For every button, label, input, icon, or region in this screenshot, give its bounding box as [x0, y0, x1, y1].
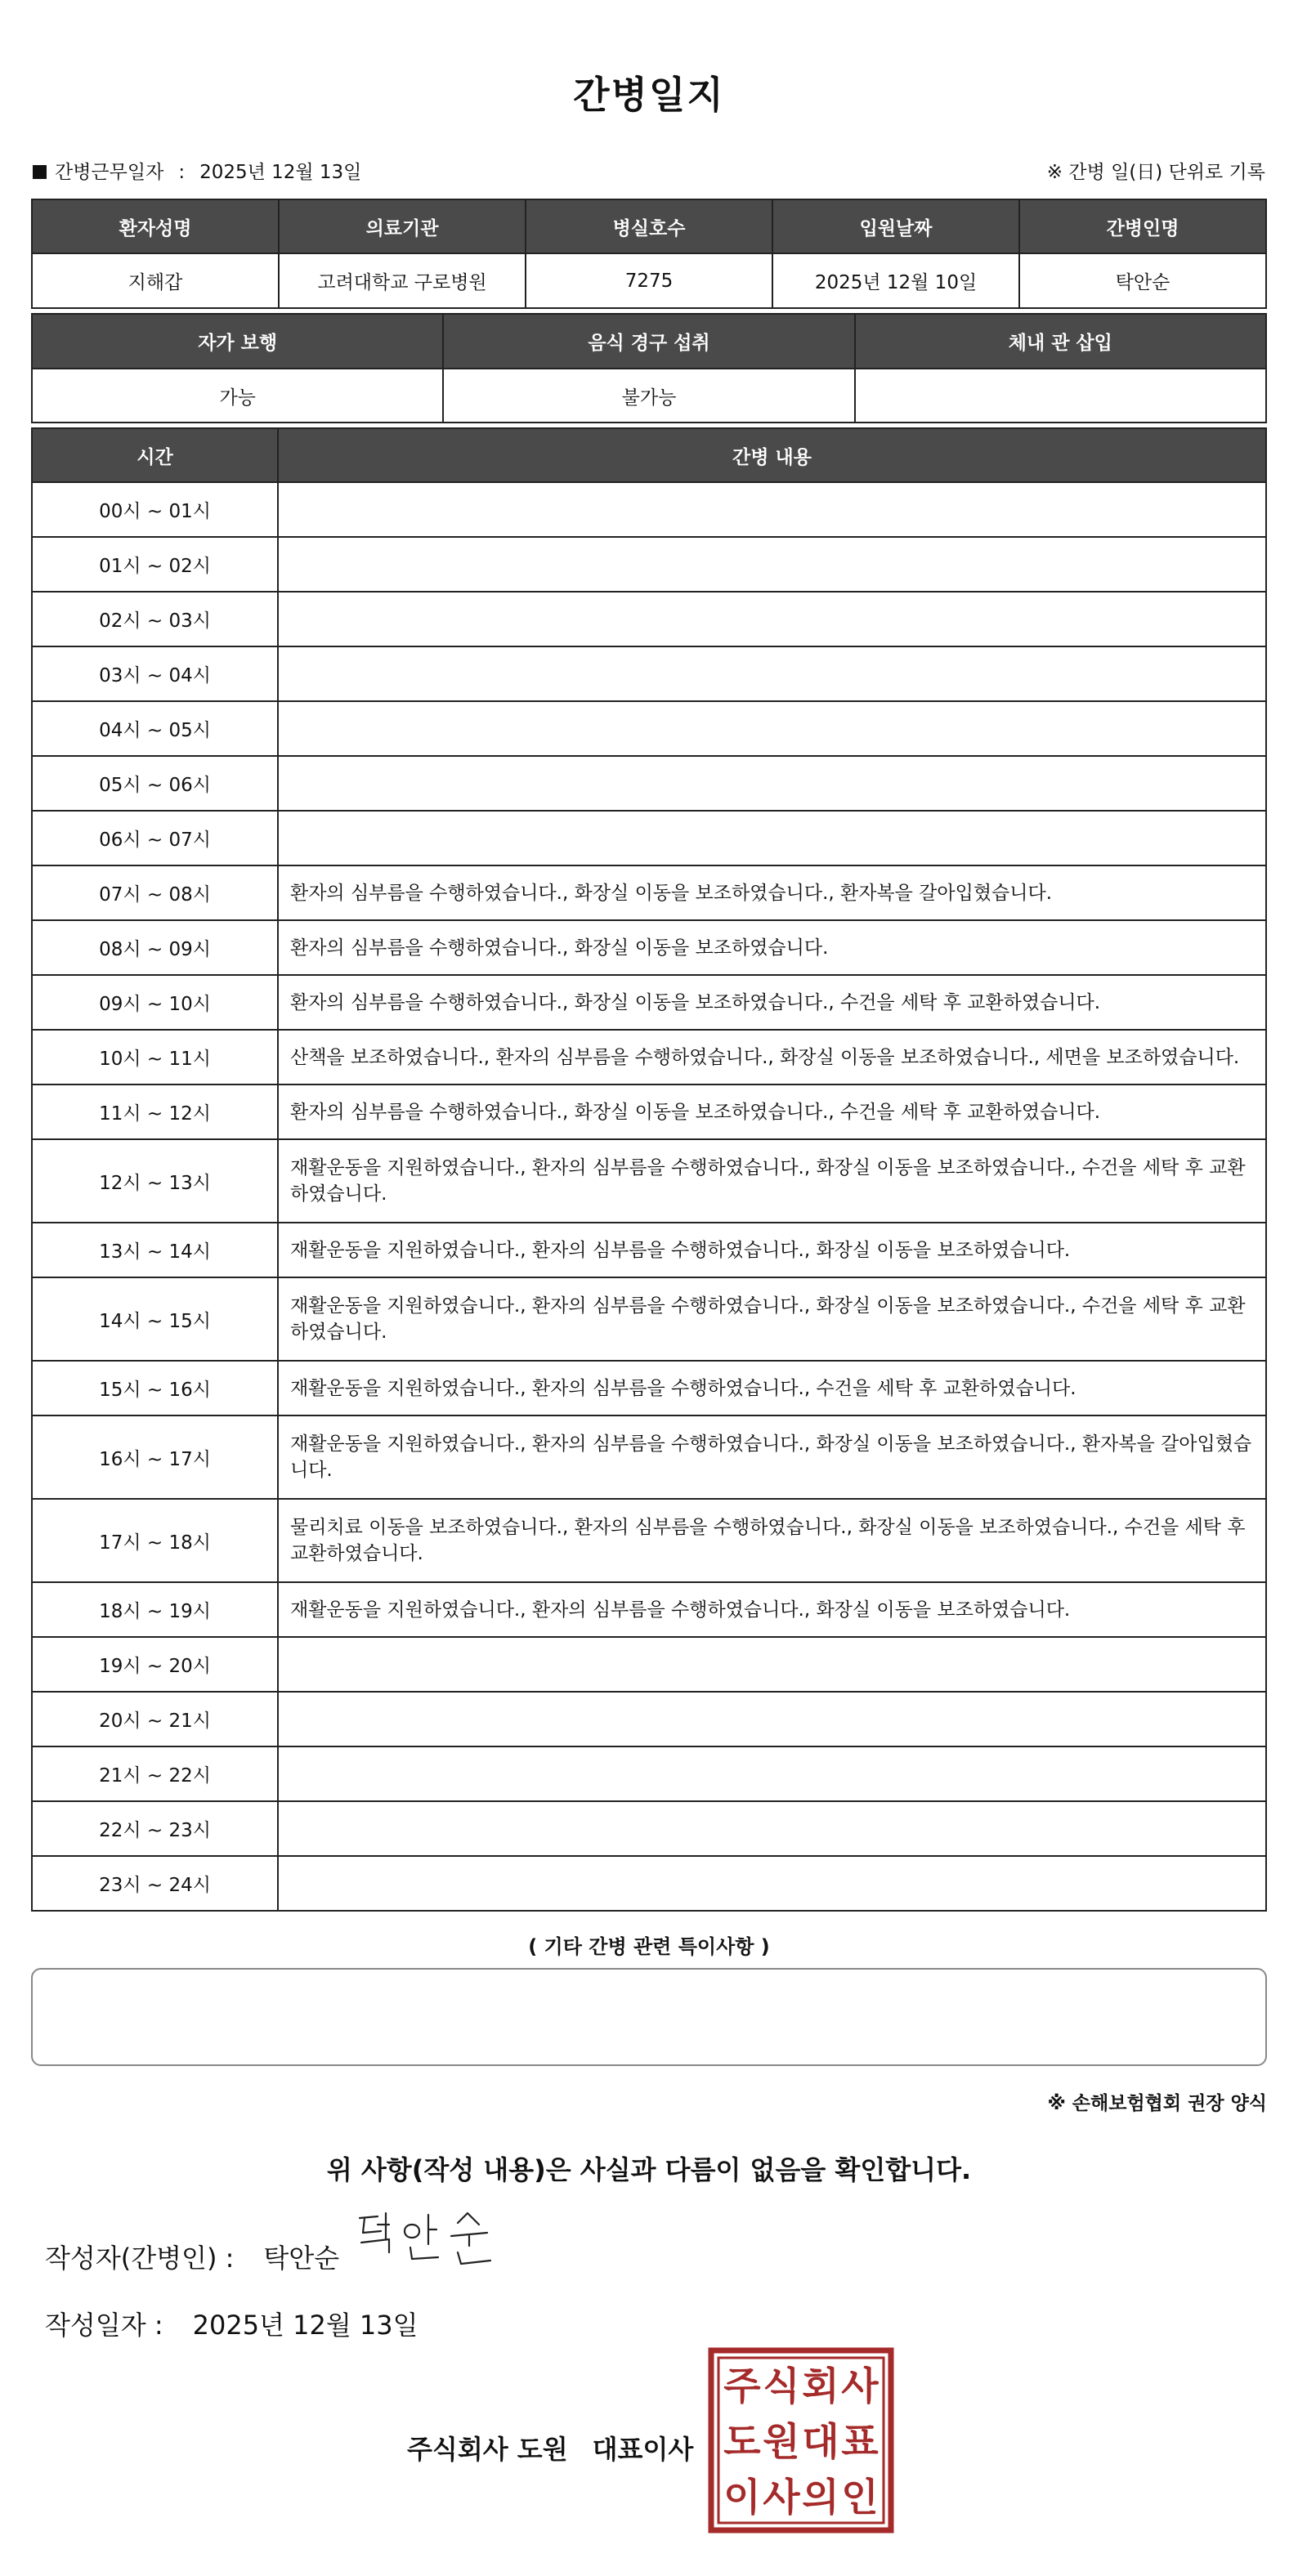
log-content: 물리치료 이동을 보조하였습니다., 환자의 심부름을 수행하였습니다., 화장실 이동을 보조하였습니다., 수건을 세탁 후 교환하였습니다.	[278, 1499, 1266, 1582]
log-row	[32, 1582, 1266, 1637]
log-content: 환자의 심부름을 수행하였습니다., 화장실 이동을 보조하였습니다., 환자복을 갈아입혔습니다.	[278, 865, 1266, 920]
log-row	[32, 811, 1266, 865]
header-caregiver-name: 간병인명	[1019, 199, 1266, 253]
log-row	[32, 592, 1266, 646]
log-time: 17시 ~ 18시	[32, 1499, 278, 1582]
log-row	[32, 1277, 1266, 1361]
log-time: 06시 ~ 07시	[32, 811, 278, 865]
log-time: 15시 ~ 16시	[32, 1361, 278, 1415]
log-row	[32, 537, 1266, 592]
log-time: 01시 ~ 02시	[32, 537, 278, 592]
log-content	[278, 537, 1266, 592]
care-log-table	[31, 427, 1267, 1912]
header-care-content: 간병 내용	[278, 428, 1266, 482]
header-tube-insertion: 체내 관 삽입	[855, 314, 1266, 369]
log-row	[32, 1223, 1266, 1277]
remarks-title: ( 기타 간병 관련 특이사항 )	[528, 1935, 770, 1958]
log-time: 20시 ~ 21시	[32, 1692, 278, 1746]
log-content: 재활운동을 지원하였습니다., 환자의 심부름을 수행하였습니다., 화장실 이동을 보조하였습니다.	[278, 1582, 1266, 1637]
seal-glyph: 인	[841, 2475, 879, 2520]
seal-glyph: 사	[763, 2475, 800, 2520]
patient-info-header-row	[32, 199, 1266, 253]
log-row	[32, 756, 1266, 811]
square-bullet-icon	[33, 165, 47, 179]
tube-insertion	[855, 369, 1266, 423]
log-time: 19시 ~ 20시	[32, 1637, 278, 1692]
header-admission-date: 입원날짜	[772, 199, 1019, 253]
seal-glyph: 대	[802, 2420, 839, 2465]
log-content	[278, 646, 1266, 701]
log-row	[32, 1415, 1266, 1499]
log-row	[32, 975, 1266, 1030]
log-content: 환자의 심부름을 수행하였습니다., 화장실 이동을 보조하였습니다.	[278, 920, 1266, 975]
log-content	[278, 1746, 1266, 1801]
caregiver-name: 탁안순	[1019, 253, 1266, 308]
duty-date-line	[33, 157, 1265, 186]
writer-label: 작성자(간병인) :	[45, 2243, 235, 2274]
format-note: ※ 손해보험협회 권장 양식	[1047, 2093, 1267, 2114]
patient-info-table	[31, 199, 1267, 309]
log-row	[32, 865, 1266, 920]
log-time: 21시 ~ 22시	[32, 1746, 278, 1801]
log-time: 08시 ~ 09시	[32, 920, 278, 975]
company-seal	[708, 2347, 894, 2534]
log-content: 재활운동을 지원하였습니다., 환자의 심부름을 수행하였습니다., 화장실 이동을 보조하였습니다.	[278, 1223, 1266, 1277]
log-row	[32, 1856, 1266, 1911]
written-date-value: 2025년 12월 13일	[192, 2310, 418, 2341]
log-row	[32, 701, 1266, 756]
log-row	[32, 1139, 1266, 1223]
log-time: 09시 ~ 10시	[32, 975, 278, 1030]
log-time: 23시 ~ 24시	[32, 1856, 278, 1911]
log-content: 재활운동을 지원하였습니다., 환자의 심부름을 수행하였습니다., 화장실 이동을 보조하였습니다., 수건을 세탁 후 교환하였습니다.	[278, 1139, 1266, 1223]
self-walking: 가능	[32, 369, 443, 423]
log-time: 07시 ~ 08시	[32, 865, 278, 920]
log-time: 10시 ~ 11시	[32, 1030, 278, 1085]
seal-glyph: 표	[841, 2420, 879, 2465]
header-room-number: 병실호수	[526, 199, 772, 253]
log-content	[278, 811, 1266, 865]
log-row	[32, 1085, 1266, 1139]
log-content: 재활운동을 지원하였습니다., 환자의 심부름을 수행하였습니다., 화장실 이동을 보조하였습니다., 환자복을 갈아입혔습니다.	[278, 1415, 1266, 1499]
written-date-line	[45, 2305, 418, 2342]
remarks-box	[31, 1968, 1267, 2066]
log-content	[278, 1856, 1266, 1911]
log-time: 22시 ~ 23시	[32, 1801, 278, 1856]
log-time: 03시 ~ 04시	[32, 646, 278, 701]
header-time: 시간	[32, 428, 278, 482]
patient-name: 지해갑	[32, 253, 279, 308]
log-content: 산책을 보조하였습니다., 환자의 심부름을 수행하였습니다., 화장실 이동을 보조하였습니다., 세면을 보조하였습니다.	[278, 1030, 1266, 1085]
log-row	[32, 1746, 1266, 1801]
log-time: 18시 ~ 19시	[32, 1582, 278, 1637]
writer-line	[45, 2238, 339, 2275]
log-row	[32, 646, 1266, 701]
duty-date	[33, 157, 361, 184]
header-self-walking: 자가 보행	[32, 314, 443, 369]
log-row	[32, 920, 1266, 975]
log-row	[32, 1499, 1266, 1582]
document-title: 간병일지	[573, 73, 725, 117]
log-time: 16시 ~ 17시	[32, 1415, 278, 1499]
duty-date-label: 간병근무일자	[55, 162, 164, 183]
log-row	[32, 482, 1266, 537]
patient-status-table	[31, 313, 1267, 423]
log-content	[278, 1637, 1266, 1692]
handwritten-signature	[353, 2207, 500, 2280]
log-time: 14시 ~ 15시	[32, 1277, 278, 1361]
seal-glyph: 원	[763, 2420, 800, 2465]
seal-glyph: 사	[841, 2364, 879, 2409]
confirmation-statement: 위 사항(작성 내용)은 사실과 다름이 없음을 확인합니다.	[326, 2154, 972, 2185]
patient-info-value-row	[32, 253, 1266, 308]
written-date-label: 작성일자 :	[45, 2310, 163, 2341]
seal-glyph: 이	[723, 2475, 761, 2520]
header-oral-intake: 음식 경구 섭취	[443, 314, 854, 369]
log-content: 환자의 심부름을 수행하였습니다., 화장실 이동을 보조하였습니다., 수건을 세탁 후 교환하였습니다.	[278, 1085, 1266, 1139]
company-line	[407, 2429, 693, 2466]
log-content: 재활운동을 지원하였습니다., 환자의 심부름을 수행하였습니다., 화장실 이동을 보조하였습니다., 수건을 세탁 후 교환하였습니다.	[278, 1277, 1266, 1361]
log-content	[278, 592, 1266, 646]
log-row	[32, 1361, 1266, 1415]
log-row	[32, 1692, 1266, 1746]
record-unit-note: ※ 간병 일(日) 단위로 기록	[1046, 162, 1265, 183]
duty-date-sep: :	[178, 162, 186, 183]
log-content	[278, 1692, 1266, 1746]
log-content	[278, 482, 1266, 537]
seal-glyph: 주	[723, 2364, 761, 2409]
header-hospital: 의료기관	[279, 199, 526, 253]
log-time: 02시 ~ 03시	[32, 592, 278, 646]
log-row	[32, 1030, 1266, 1085]
company-name: 주식회사 도원	[407, 2434, 568, 2465]
log-row	[32, 1801, 1266, 1856]
seal-glyph: 회	[802, 2364, 839, 2409]
log-content: 재활운동을 지원하였습니다., 환자의 심부름을 수행하였습니다., 수건을 세탁 후 교환하였습니다.	[278, 1361, 1266, 1415]
seal-glyph: 의	[802, 2475, 839, 2520]
log-time: 04시 ~ 05시	[32, 701, 278, 756]
writer-name: 탁안순	[263, 2243, 340, 2274]
room-number: 7275	[526, 253, 772, 308]
seal-glyph: 도	[723, 2420, 761, 2465]
patient-status-header-row	[32, 314, 1266, 369]
log-time: 13시 ~ 14시	[32, 1223, 278, 1277]
duty-date-value: 2025년 12월 13일	[199, 162, 362, 183]
log-time: 12시 ~ 13시	[32, 1139, 278, 1223]
admission-date: 2025년 12월 10일	[772, 253, 1019, 308]
care-log-header-row	[32, 428, 1266, 482]
log-content: 환자의 심부름을 수행하였습니다., 화장실 이동을 보조하였습니다., 수건을 세탁 후 교환하였습니다.	[278, 975, 1266, 1030]
oral-intake: 불가능	[443, 369, 854, 423]
company-title: 대표이사	[592, 2434, 694, 2465]
log-row	[32, 1637, 1266, 1692]
log-content	[278, 756, 1266, 811]
log-time: 00시 ~ 01시	[32, 482, 278, 537]
log-content	[278, 701, 1266, 756]
log-time: 11시 ~ 12시	[32, 1085, 278, 1139]
seal-glyph: 식	[763, 2364, 800, 2409]
patient-status-value-row	[32, 369, 1266, 423]
header-patient-name: 환자성명	[32, 199, 279, 253]
log-time: 05시 ~ 06시	[32, 756, 278, 811]
hospital: 고려대학교 구로병원	[279, 253, 526, 308]
log-content	[278, 1801, 1266, 1856]
